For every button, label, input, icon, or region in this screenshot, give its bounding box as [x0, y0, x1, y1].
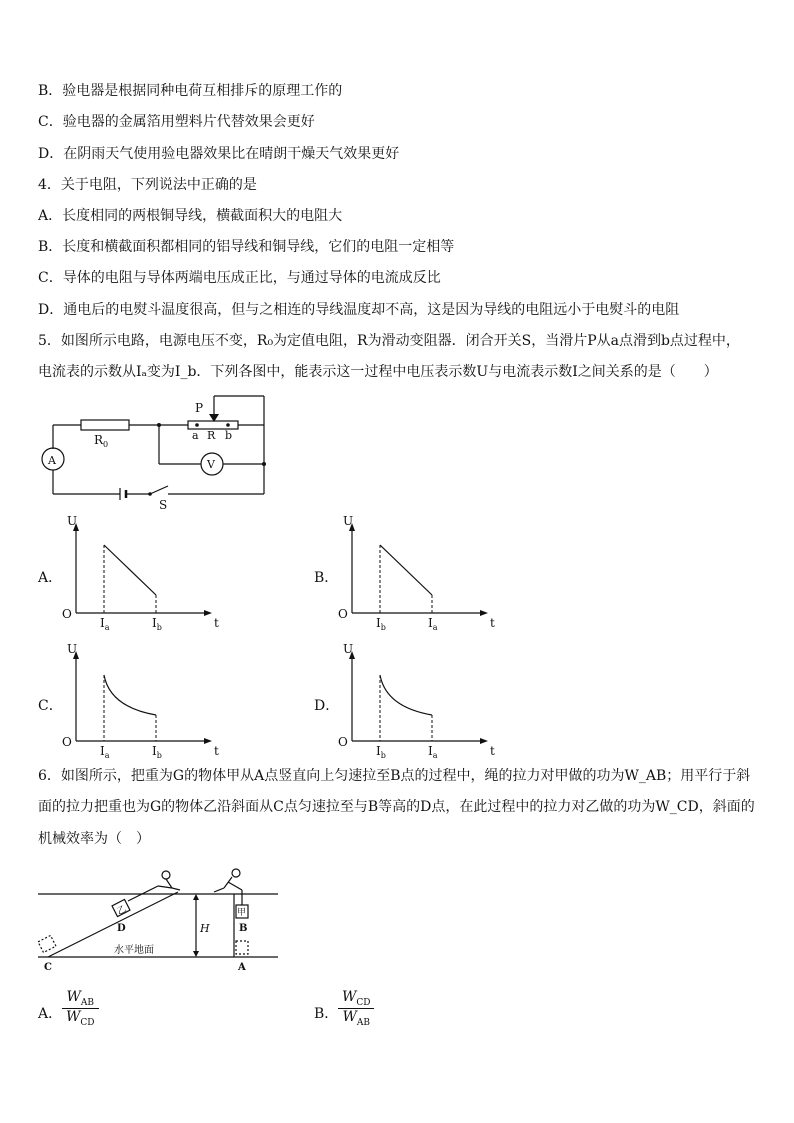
label-a: a [192, 429, 199, 442]
label-yi: 乙 [115, 904, 129, 918]
x-arrow-icon [204, 610, 212, 616]
q4-stem: 4．关于电阻，下列说法中正确的是 [38, 177, 257, 193]
x-axis-label: t [490, 744, 495, 758]
junction-dot [157, 423, 161, 427]
q6-stem-line2: 面的拉力把重也为G的物体乙沿斜面从C点匀速拉至与B等高的D点，在此过程中的拉力对乙做的功为W_CD，斜面的 [38, 799, 755, 815]
fraction-denominator: $W_{CD}$ [62, 1008, 99, 1028]
origin-label: O [338, 607, 348, 621]
incline-surface [48, 892, 178, 957]
tick-label-1: $I_b$ [376, 744, 386, 760]
label-p: P [195, 401, 204, 415]
label-r: R [207, 429, 216, 442]
x-axis-label: t [490, 616, 495, 630]
u-i-graph [338, 642, 500, 760]
label-a: A [238, 962, 246, 973]
label-voltmeter: V [207, 458, 215, 471]
q3-option-b: B．验电器是根据同种电荷互相排斥的原理工作的 [38, 83, 343, 99]
label-c: C [44, 962, 52, 973]
origin-label: O [62, 607, 72, 621]
x-arrow-icon [480, 610, 488, 616]
label-switch: S [159, 498, 168, 512]
r0-resistor [81, 420, 129, 430]
graph-line [380, 545, 432, 595]
q6-option-label[interactable]: A． [38, 1006, 63, 1022]
block-jia-start [236, 941, 248, 954]
circuit-diagram [38, 392, 278, 512]
y-axis-label: U [343, 642, 354, 656]
q4-option-b: B．长度和横截面积都相同的铝导线和铜导线，它们的电阻一定相等 [38, 239, 455, 255]
fraction-numerator: $W_{AB}$ [66, 989, 94, 1008]
tick-label-2: $I_b$ [152, 616, 162, 632]
tick-label-2: $I_b$ [152, 744, 162, 760]
x-arrow-icon [480, 738, 488, 744]
q3-option-c: C．验电器的金属箔用塑料片代替效果会更好 [38, 114, 315, 130]
switch-blade [150, 486, 168, 494]
q6-option-label[interactable]: B． [314, 1006, 339, 1022]
junction-dot [262, 462, 266, 466]
incline-figure [38, 862, 278, 974]
graph-option-label[interactable]: A． [38, 570, 63, 586]
q4-option-a: A．长度相同的两根铜导线，横截面积大的电阻大 [38, 208, 343, 224]
label-h: H [200, 922, 210, 935]
label-b: B [239, 923, 248, 934]
q5-stem-line1: 5．如图所示电路，电源电压不变，R₀为定值电阻，R为滑动变阻器．闭合开关S，当滑片P从a点滑到b点过程中， [38, 333, 740, 349]
q4-option-c: C．导体的电阻与导体两端电压成正比，与通过导体的电流成反比 [38, 270, 441, 286]
block-yi-start [38, 935, 56, 952]
label-b: b [225, 429, 233, 442]
graph-option-label[interactable]: D． [314, 698, 340, 714]
tick-label-2: $I_a$ [428, 744, 438, 760]
u-i-graph [62, 642, 224, 760]
label-r0: $R_0$ [94, 433, 109, 449]
tick-label-1: $I_a$ [100, 744, 110, 760]
tick-label-2: $I_a$ [428, 616, 438, 632]
fraction-numerator: $W_{CD}$ [342, 989, 371, 1008]
origin-label: O [338, 735, 348, 749]
graph-curve [104, 675, 156, 715]
tick-label-1: $I_b$ [376, 616, 386, 632]
y-axis-label: U [343, 514, 354, 528]
graph-curve [380, 675, 432, 715]
label-ammeter: A [48, 454, 56, 467]
q6-option-fraction [338, 989, 375, 1028]
x-axis-label: t [214, 616, 219, 630]
origin-label: O [62, 735, 72, 749]
label-jia: 甲 [237, 908, 247, 918]
u-i-graph [62, 514, 224, 632]
terminal-a-dot [195, 423, 199, 427]
y-axis-label: U [67, 642, 78, 656]
fraction-denominator: $W_{AB}$ [338, 1008, 374, 1028]
graph-option-label[interactable]: B． [314, 570, 339, 586]
q4-option-d: D．通电后的电熨斗温度很高，但与之相连的导线温度却不高，这是因为导线的电阻远小于电熨斗的电阻 [38, 302, 680, 318]
q3-option-d: D．在阴雨天气使用验电器效果比在晴朗干燥天气效果更好 [38, 146, 400, 162]
y-axis-label: U [67, 514, 78, 528]
x-arrow-icon [204, 738, 212, 744]
terminal-b-dot [226, 423, 230, 427]
label-ground: 水平地面 [114, 945, 154, 956]
q6-stem-line3: 机械效率为（ ） [38, 831, 150, 847]
graph-option-label[interactable]: C． [38, 698, 63, 714]
q5-stem-line2: 电流表的示数从Iₐ变为I_b．下列各图中，能表示这一过程中电压表示数U与电流表示数I之间关系的是（ ） [38, 364, 718, 380]
x-axis-label: t [214, 744, 219, 758]
label-d: D [117, 923, 126, 934]
tick-label-1: $I_a$ [100, 616, 110, 632]
q6-option-fraction [62, 989, 99, 1028]
u-i-graph [338, 514, 500, 632]
graph-line [104, 545, 156, 595]
q6-stem-line1: 6．如图所示，把重为G的物体甲从A点竖直向上匀速拉至B点的过程中，绳的拉力对甲做的功为W_AB；用平行于斜 [38, 768, 751, 784]
